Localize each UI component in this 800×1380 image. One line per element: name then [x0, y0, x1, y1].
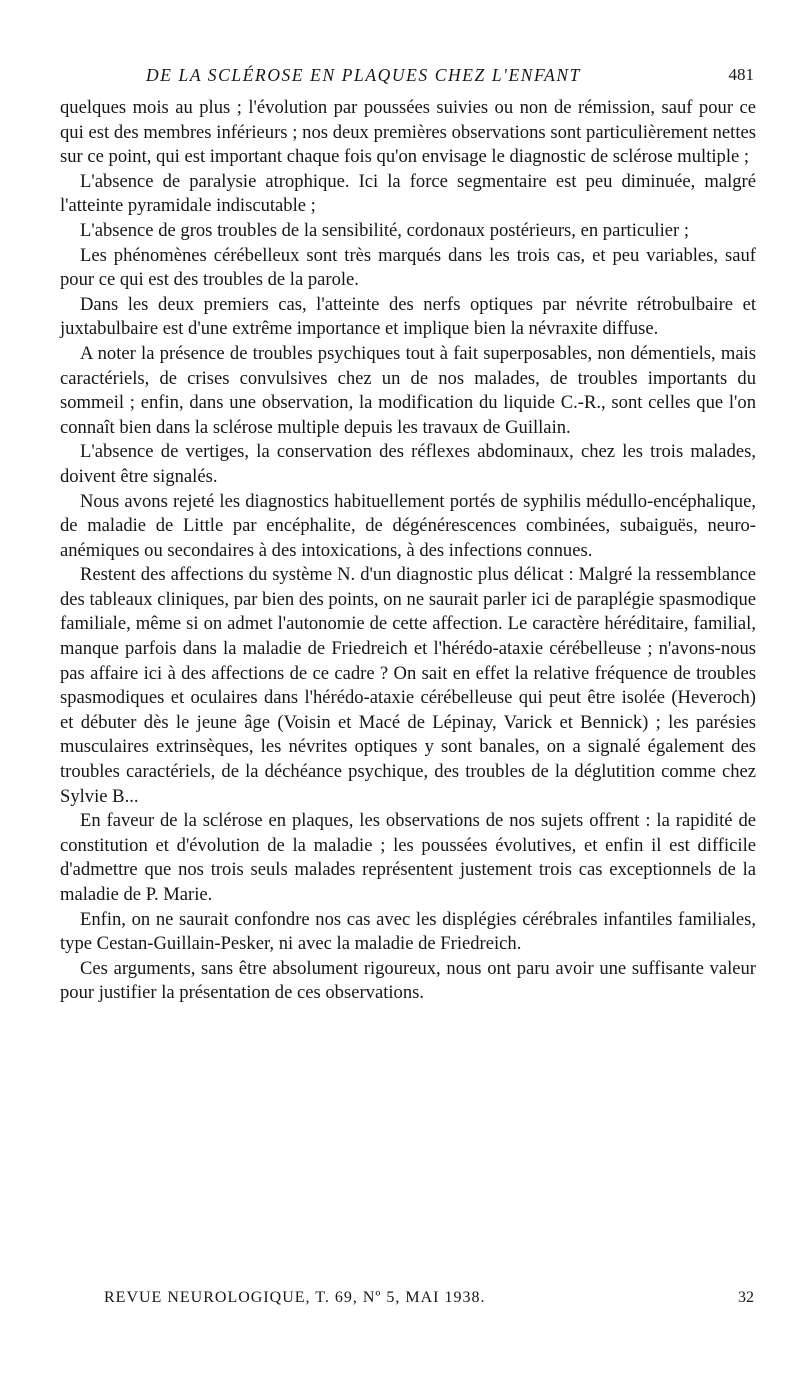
paragraph: Restent des affections du système N. d'un diagnostic plus délicat : Malgré la ressemblance des tableaux cliniques, par bien des points, on ne saurait parler ici de paraplégie spasmodique familiale, même si on admet l'autonomie de cette affection. Le caractère héréditaire, familial, manque parfois dans la maladie de Friedreich et l'hérédo-ataxie cérébelleuse ; n'avons-nous pas affaire ici à des affections de ce cadre ? On sait en effet la relative fréquence de troubles spasmodiques et oculaires dans l'hérédo-ataxie cérébelleuse qui peut être isolée (Heveroch) et débuter dès le jeune âge (Voisin et Macé de Lépinay, Varick et Bennick) ; les parésies musculaires extrinsèques, les névrites optiques y sont banales, on a signalé également des troubles caractériels, de la déchéance psychique, des troubles de la déglutition comme chez Sylvie B... [60, 564, 756, 807]
running-title: DE LA SCLÉROSE EN PLAQUES CHEZ L'ENFANT [146, 65, 581, 85]
paragraph: A noter la présence de troubles psychiques tout à fait superposables, non démentiels, mais caractériels, de crises convulsives chez un de nos malades, de troubles importants du sommeil ; enfin, dans une observation, la modification du liquide C.-R., sont celles que l'on connaît bien dans la sclérose multiple depuis les travaux de Guillain. [60, 342, 756, 438]
paragraph: quelques mois au plus ; l'évolution par poussées suivies ou non de rémission, sauf pour ce qui est des membres inférieurs ; nos deux premières observations sont particulièrement nettes sur ce point, qui est important chaque fois qu'on envisage le diagnostic de sclérose multiple ; [60, 97, 756, 168]
paragraph: L'absence de paralysie atrophique. Ici la force segmentaire est peu diminuée, malgré l'atteinte pyramidale indiscutable ; [60, 170, 756, 217]
paragraph: Enfin, on ne saurait confondre nos cas avec les displégies cérébrales infantiles familiales, type Cestan-Guillain-Pesker, ni avec la maladie de Friedreich. [60, 908, 756, 955]
running-header [60, 62, 756, 88]
journal-citation: REVUE NEUROLOGIQUE, T. 69, Nº 5, MAI 1938. [104, 1289, 486, 1306]
paragraph: L'absence de gros troubles de la sensibilité, cordonaux postérieurs, en particulier ; [80, 219, 689, 241]
paragraph: En faveur de la sclérose en plaques, les observations de nos sujets offrent : la rapidité de constitution et d'évolution de la maladie ; les poussées évolutives, et enfin il est difficile d'admettre que nos trois seuls malades représentent justement trois cas exceptionnels de la maladie de P. Marie. [60, 810, 756, 905]
paragraph: Ces arguments, sans être absolument rigoureux, nous ont paru avoir une suffisante valeur pour justifier la présentation de ces observations. [60, 957, 756, 1004]
page-number: 481 [728, 65, 754, 84]
paragraph: Les phénomènes cérébelleux sont très marqués dans les trois cas, et peu variables, sauf pour ce qui est des troubles de la parole. [60, 244, 756, 291]
page-footer [60, 1285, 756, 1311]
paragraph: Dans les deux premiers cas, l'atteinte des nerfs optiques par névrite rétrobulbaire et juxtabulbaire est d'une extrême importance et implique bien la névraxite diffuse. [60, 293, 756, 340]
signature-mark: 32 [738, 1289, 754, 1306]
paragraph: L'absence de vertiges, la conservation des réflexes abdominaux, chez les trois malades, doivent être signalés. [60, 441, 756, 487]
paragraph: Nous avons rejeté les diagnostics habituellement portés de syphilis médullo-encéphalique, de maladie de Little par encéphalite, de dégénérescences combinées, subaiguës, neuro-anémiques ou secondaires à des intoxications, à des infections connues. [60, 490, 756, 561]
article-body [60, 96, 756, 1006]
